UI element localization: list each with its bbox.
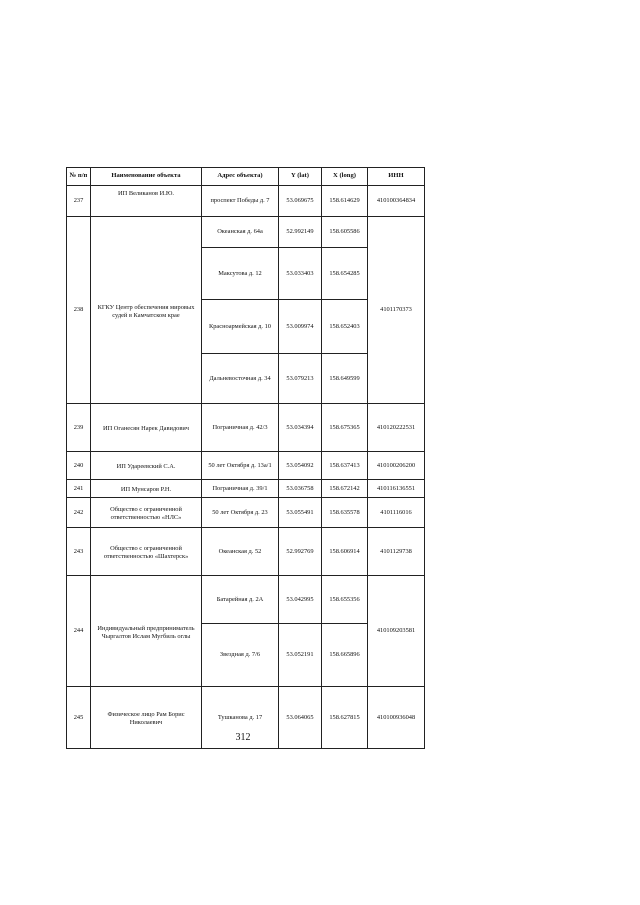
longitude: 158.672142 xyxy=(322,480,368,498)
longitude: 158.614629 xyxy=(322,186,368,217)
latitude: 53.064065 xyxy=(279,687,322,749)
table-row xyxy=(67,452,425,480)
registry-table xyxy=(66,167,425,749)
longitude: 158.665896 xyxy=(322,624,368,687)
object-address: Тушканова д. 17 xyxy=(202,687,279,749)
object-address: Звездная д. 7/6 xyxy=(202,624,279,687)
row-number: 241 xyxy=(67,480,91,498)
row-number: 238 xyxy=(67,217,91,404)
row-number: 237 xyxy=(67,186,91,217)
object-address: проспект Победы д. 7 xyxy=(202,186,279,217)
object-name: ИП Оганесян Нарек Давидович xyxy=(91,404,202,452)
object-address: Батарейная д. 2А xyxy=(202,576,279,624)
table-row xyxy=(67,528,425,576)
longitude: 158.637413 xyxy=(322,452,368,480)
object-name: Индивидуальный предприниматель Чыргалтов Ислам Мугбиль оглы xyxy=(91,576,202,687)
header-inn: ИНН xyxy=(368,168,425,186)
registry-table-container xyxy=(66,167,424,749)
latitude: 53.034394 xyxy=(279,404,322,452)
object-address: 50 лет Октября д. 23 xyxy=(202,498,279,528)
longitude: 158.649599 xyxy=(322,354,368,404)
latitude: 53.042995 xyxy=(279,576,322,624)
longitude: 158.635578 xyxy=(322,498,368,528)
table-row xyxy=(67,186,425,217)
header-number: № п/п xyxy=(67,168,91,186)
row-number: 240 xyxy=(67,452,91,480)
longitude: 158.655356 xyxy=(322,576,368,624)
row-number: 244 xyxy=(67,576,91,687)
header-address: Адрес объекта) xyxy=(202,168,279,186)
latitude: 53.036758 xyxy=(279,480,322,498)
table-row xyxy=(67,404,425,452)
object-address: Дальневосточная д. 34 xyxy=(202,354,279,404)
object-address: Пограничная д. 39/1 xyxy=(202,480,279,498)
object-name: КГКУ Центр обеспечения мировых судей в Камчатском крае xyxy=(91,217,202,404)
header-object-name: Наименование объекта xyxy=(91,168,202,186)
table-row xyxy=(67,480,425,498)
latitude: 53.009974 xyxy=(279,300,322,354)
object-address: Пограничная д. 42/3 xyxy=(202,404,279,452)
object-name: ИП Великанов И.Ю. xyxy=(91,186,202,217)
object-name: Физическое лицо Рам Борис Николаевич xyxy=(91,687,202,749)
object-address: Океанская д. 52 xyxy=(202,528,279,576)
inn: 410100364834 xyxy=(368,186,425,217)
header-longitude: X (long) xyxy=(322,168,368,186)
longitude: 158.675365 xyxy=(322,404,368,452)
inn: 410109203581 xyxy=(368,576,425,687)
header-latitude: Y (lat) xyxy=(279,168,322,186)
object-name: Общество с ограниченной ответственностью «Шахтерск» xyxy=(91,528,202,576)
longitude: 158.605586 xyxy=(322,217,368,248)
object-address: Красноармейская д. 10 xyxy=(202,300,279,354)
latitude: 53.055491 xyxy=(279,498,322,528)
inn: 4101129738 xyxy=(368,528,425,576)
inn: 4101170373 xyxy=(368,217,425,404)
latitude: 52.992149 xyxy=(279,217,322,248)
inn: 410100936048 xyxy=(368,687,425,749)
table-row xyxy=(67,217,425,248)
latitude: 52.992769 xyxy=(279,528,322,576)
object-address: 50 лет Октября д. 13а/1 xyxy=(202,452,279,480)
latitude: 53.054092 xyxy=(279,452,322,480)
longitude: 158.606914 xyxy=(322,528,368,576)
inn: 410120222531 xyxy=(368,404,425,452)
page-number: 312 xyxy=(235,732,251,743)
inn: 4101116016 xyxy=(368,498,425,528)
latitude: 53.052191 xyxy=(279,624,322,687)
latitude: 53.033403 xyxy=(279,248,322,300)
object-name: ИП Мунсаров Р.Н. xyxy=(91,480,202,498)
longitude: 158.627815 xyxy=(322,687,368,749)
object-name: Общество с ограниченной ответственностью «НЛС» xyxy=(91,498,202,528)
row-number: 245 xyxy=(67,687,91,749)
object-address: Океанская д. 64а xyxy=(202,217,279,248)
latitude: 53.079213 xyxy=(279,354,322,404)
inn: 410116136551 xyxy=(368,480,425,498)
longitude: 158.654285 xyxy=(322,248,368,300)
table-row xyxy=(67,576,425,624)
row-number: 242 xyxy=(67,498,91,528)
table-header-row xyxy=(67,168,425,186)
row-number: 239 xyxy=(67,404,91,452)
object-address: Максутова д. 12 xyxy=(202,248,279,300)
inn: 410100206200 xyxy=(368,452,425,480)
longitude: 158.652403 xyxy=(322,300,368,354)
table-row xyxy=(67,498,425,528)
object-name: ИП Удареевский С.А. xyxy=(91,452,202,480)
row-number: 243 xyxy=(67,528,91,576)
latitude: 53.069675 xyxy=(279,186,322,217)
